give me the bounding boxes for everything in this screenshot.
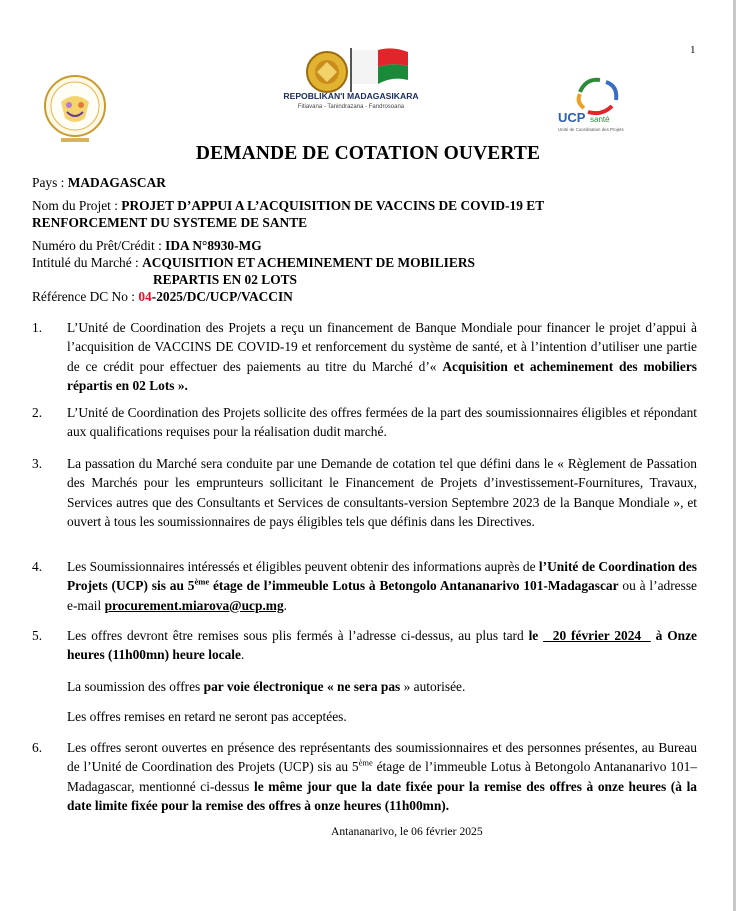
item-5-text bbox=[67, 626, 697, 665]
pret-line bbox=[32, 237, 262, 254]
projet-line-1 bbox=[32, 197, 544, 214]
marche-value-1: ACQUISITION ET ACHEMINEMENT DE MOBILIERS bbox=[142, 255, 475, 270]
item-3-number: 3. bbox=[32, 456, 43, 471]
madagascar-seal-flag bbox=[272, 42, 430, 114]
center-logo-motto: Fitiavana - Tanindrazana - Fandrosoana bbox=[297, 104, 405, 110]
projet-value-1: PROJET D’APPUI A L’ACQUISITION DE VACCINS DE COVID-19 ET bbox=[121, 198, 545, 213]
pays-value: MADAGASCAR bbox=[67, 175, 166, 190]
item-4-text bbox=[67, 557, 697, 615]
marche-line-1 bbox=[32, 254, 475, 271]
item-4-sup: ème bbox=[194, 576, 210, 587]
ministry-logo bbox=[41, 72, 109, 150]
ucp-sante-logo bbox=[556, 72, 642, 134]
item-3-text: La passation du Marché sera conduite par une Demande de cotation tel que défini dans le « Règlement de Passation des Marchés pour les emprunteurs sollicitant le Financement de Projets d’investissement-Fournitures, Travaux, Services autres que des Consultants et Services de consultants-version Septembre 2023 de la Banque Mondiale », et ouvert à tous les soumissionnaires de pays éligibles tels que définis dans les Directives. bbox=[67, 456, 697, 529]
item-6-bold: le même jour que la date fixée pour la remise des offres à onze heures (à la date limite fixée pour la remise des offres à onze heures (11h00mn). bbox=[67, 778, 697, 813]
item-5b-body: La soumission des offres bbox=[67, 679, 204, 694]
item-5-bold-2: à Onze heures (11h00mn) heure locale bbox=[67, 628, 697, 663]
item-5-bold-1: le bbox=[528, 628, 544, 643]
item-2-text: L’Unité de Coordination des Projets sollicite des offres fermées de la part des soumissionnaires éligibles et répondant aux qualifications requises pour la réalisation dudit marché. bbox=[67, 405, 697, 440]
reference-line bbox=[32, 288, 293, 305]
contact-email[interactable]: procurement.miarova@ucp.mg bbox=[104, 597, 284, 613]
item-4-bold-1: l’Unité de Coordination des Projets (UCP) sis au 5 bbox=[67, 559, 698, 594]
projet-value-2: RENFORCEMENT DU SYSTEME DE SANTE bbox=[32, 215, 308, 230]
item-5b-end: » autorisée. bbox=[400, 679, 466, 694]
item-6-text bbox=[67, 738, 697, 815]
marche-label: Intitulé du Marché : bbox=[32, 255, 143, 270]
center-logo-text: REPOBLIKAN'I MADAGASIKARA bbox=[283, 91, 419, 101]
item-1-text bbox=[67, 318, 697, 395]
item-6-number: 6. bbox=[32, 740, 43, 755]
pret-value: IDA N°8930-MG bbox=[165, 238, 262, 253]
item-5-body: Les offres devront être remises sous plis fermés à l’adresse ci-dessus, au plus tard bbox=[67, 628, 529, 643]
item-4-body: Les Soumissionnaires intéressés et éligibles peuvent obtenir des informations auprès de bbox=[67, 559, 539, 574]
pays-label: Pays : bbox=[32, 175, 68, 190]
ref-number-red: 04 bbox=[138, 289, 152, 304]
item-4-number: 4. bbox=[32, 559, 43, 574]
item-6-body: Les offres seront ouvertes en présence des représentants des soumissionnaires et des personnes présentes, au Bureau de l’Unité de Coordination des Projets (UCP) sis au 5 bbox=[67, 740, 697, 775]
projet-label: Nom du Projet : bbox=[32, 198, 122, 213]
item-5-number: 5. bbox=[32, 628, 43, 643]
ucp-sante-text: santé bbox=[590, 115, 610, 124]
document-title: DEMANDE DE COTATION OUVERTE bbox=[195, 143, 541, 164]
page-number: 1 bbox=[690, 44, 696, 56]
item-5-end: . bbox=[240, 647, 245, 663]
item-1-body: L’Unité de Coordination des Projets a reçu un financement de Banque Mondiale pour financer le projet d’appui à l’acquisition de VACCINS DE COVID-19 et renforcement du système de santé, et à l’intention d’utiliser une partie de ce crédit pour effectuer des paiements au titre du Marché d’« bbox=[67, 320, 697, 374]
item-6-sup: ème bbox=[358, 757, 373, 768]
ucp-brand-text: UCP bbox=[558, 110, 586, 125]
item-5b-text bbox=[67, 677, 697, 696]
ref-rest: -2025/DC/UCP/VACCIN bbox=[151, 289, 293, 304]
item-1-bold: Acquisition et acheminement des mobiliers répartis en 02 Lots ». bbox=[67, 358, 697, 393]
pret-label: Numéro du Prêt/Crédit : bbox=[32, 238, 166, 253]
signature-date: Antananarivo, le 06 février 2025 bbox=[331, 825, 483, 838]
deadline-date: 20 février 2024 bbox=[543, 628, 651, 643]
ucp-caption: Unité de Coordination des Projets bbox=[558, 127, 624, 132]
ref-label: Référence DC No : bbox=[32, 289, 139, 304]
item-4-body-2: ou à l’adresse e-mail bbox=[67, 578, 697, 613]
item-5c-text: Les offres remises en retard ne seront pas acceptées. bbox=[67, 709, 347, 724]
item-4-end: . bbox=[283, 597, 288, 613]
marche-value-2: REPARTIS EN 02 LOTS bbox=[153, 272, 298, 287]
item-4-bold-2: étage de l’immeuble Lotus à Betongolo Antananarivo 101-Madagascar bbox=[209, 578, 619, 594]
item-2-number: 2. bbox=[32, 405, 43, 420]
item-1-number: 1. bbox=[32, 320, 43, 335]
pays-line bbox=[32, 174, 166, 191]
item-6-body-2: étage de l’immeuble Lotus à Betongolo Antananarivo 101– Madagascar, mentionné ci-dessus bbox=[67, 759, 697, 794]
item-5b-bold: par voie électronique « ne sera pas bbox=[203, 679, 401, 694]
